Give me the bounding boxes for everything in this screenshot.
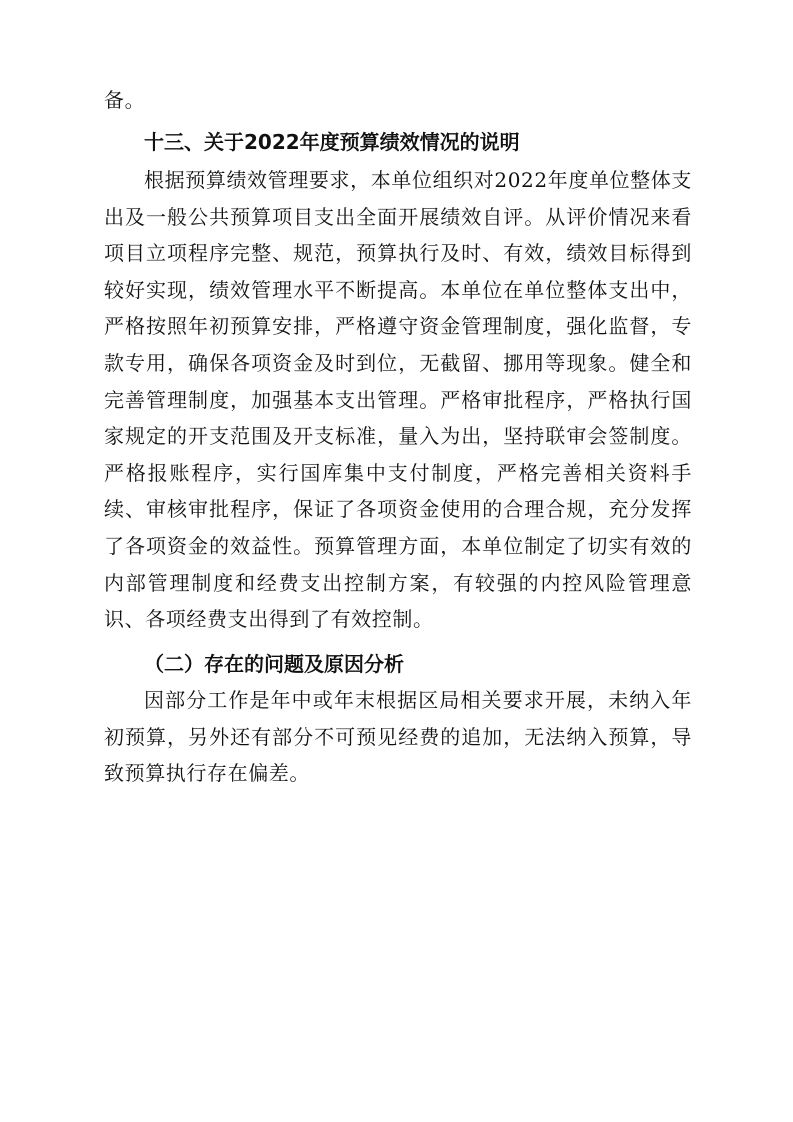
paragraph-problems: 因部分工作是年中或年末根据区局相关要求开展，未纳入年初预算，另外还有部分不可预见经费的追加，无法纳入预算，导致预算执行存在偏差。: [104, 688, 692, 786]
paragraph-performance-evaluation: 根据预算绩效管理要求，本单位组织对2022年度单位整体支出及一般公共预算项目支出全面开展绩效自评。从评价情况来看项目立项程序完整、规范，预算执行及时、有效，绩效目标得到较好实现，绩效管理水平不断提高。本单位在单位整体支出中，严格按照年初预算安排，严格遵守资金管理制度，强化监督，专款专用，确保各项资金及时到位，无截留、挪用等现象。健全和完善管理制度，加强基本支出管理。严格审批程序，严格执行国家规定的开支范围及开支标准，量入为出，坚持联审会签制度。严格报账程序，实行国库集中支付制度，严格完善相关资料手续、审核审批程序，保证了各项资金使用的合理合规，充分发挥了各项资金的效益性。预算管理方面，本单位制定了切实有效的内部管理制度和经费支出控制方案，有较强的内控风险管理意识、各项经费支出得到了有效控制。: [104, 168, 692, 632]
carryover-text: 备。: [104, 88, 146, 112]
subheading-problems: （二）存在的问题及原因分析: [144, 652, 404, 676]
section-heading: 十三、关于2022年度预算绩效情况的说明: [144, 130, 520, 154]
